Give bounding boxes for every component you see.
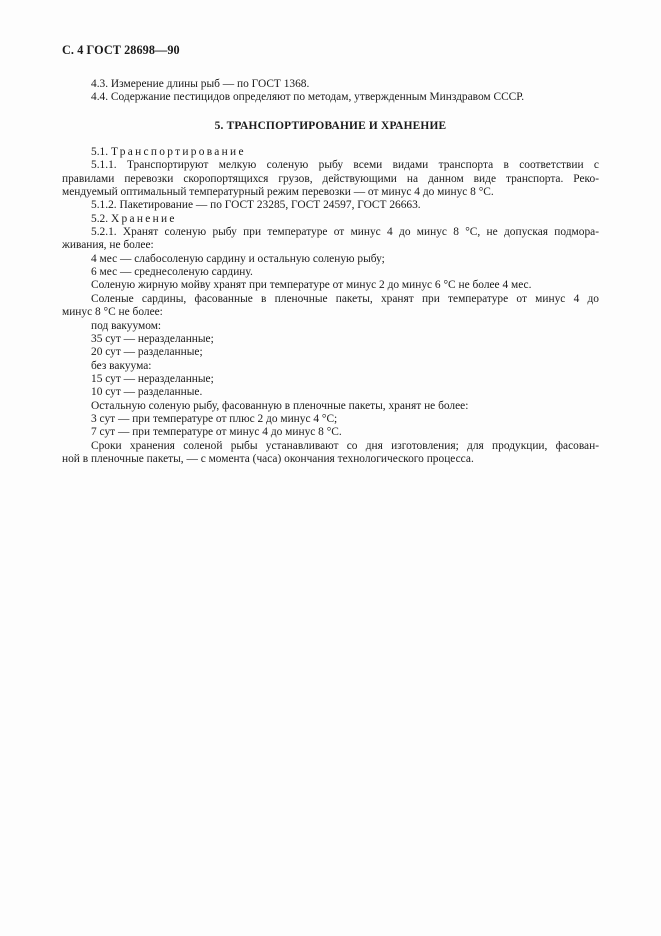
- paragraph-sardines-line-2: минус 8 °С не более:: [62, 306, 163, 319]
- paragraph-5-1-1-line-1: 5.1.1. Транспортируют мелкую соленую рыбу всеми видами транспорта в соответствии с: [91, 159, 599, 172]
- list-heading-vacuum: под вакуумом:: [91, 319, 162, 332]
- list-item: 10 сут — разделанные.: [91, 386, 203, 399]
- list-item: 20 сут — разделанные;: [91, 346, 203, 359]
- paragraph-5-1-2: 5.1.2. Пакетирование — по ГОСТ 23285, ГОСТ 24597, ГОСТ 26663.: [91, 199, 421, 212]
- paragraph-5-1-1-line-2: правилами перевозки скоропортящихся грузов, действующими на данном виде транспорта. Реко-: [62, 172, 599, 185]
- list-item: 4 мес — слабосоленую сардину и остальную соленую рыбу;: [91, 252, 385, 265]
- subsection-title: Хранение: [110, 212, 177, 225]
- list-item: 6 мес — среднесоленую сардину.: [91, 266, 253, 279]
- list-heading-no-vacuum: без вакуума:: [91, 359, 152, 372]
- paragraph-5-2-1-line-2: живания, не более:: [62, 239, 154, 252]
- paragraph-4-3: 4.3. Измерение длины рыб — по ГОСТ 1368.: [91, 78, 310, 90]
- subsection-number: 5.1.: [91, 146, 109, 159]
- paragraph-terms-line-1: Сроки хранения соленой рыбы устанавливают со дня изготовления; для продукции, фасован-: [91, 439, 599, 452]
- paragraph-5-1-1-line-3: мендуемый оптимальный температурный режим перевозки — от минус 4 до минус 8 °С.: [62, 186, 494, 199]
- subsection-number: 5.2.: [91, 212, 109, 225]
- list-item: 35 сут — неразделанные;: [91, 332, 214, 345]
- running-header: С. 4 ГОСТ 28698—90: [62, 43, 180, 57]
- paragraph-terms-line-2: ной в пленочные пакеты, — с момента (часа) окончания технологического процесса.: [62, 452, 474, 465]
- subsection-5-1-heading: [62, 146, 599, 159]
- list-item: 3 сут — при температуре от плюс 2 до минус 4 °С;: [91, 412, 338, 425]
- list-item: 15 сут — неразделанные;: [91, 372, 214, 385]
- subsection-title: Транспортирование: [110, 146, 246, 159]
- paragraph-5-2-1-line-1: 5.2.1. Хранят соленую рыбу при температуре от минус 4 до минус 8 °С, не допуская подмора-: [91, 226, 599, 239]
- section-5-title: 5. ТРАНСПОРТИРОВАНИЕ И ХРАНЕНИЕ: [214, 119, 447, 132]
- document-body: [62, 78, 599, 466]
- list-item: 7 сут — при температуре от минус 4 до минус 8 °С.: [91, 426, 342, 439]
- paragraph-4-4: 4.4. Содержание пестицидов определяют по методам, утвержденным Минздравом СССР.: [91, 91, 525, 104]
- paragraph-other-fish: Остальную соленую рыбу, фасованную в пленочные пакеты, хранят не более:: [91, 399, 469, 412]
- subsection-5-2-heading: [62, 213, 599, 226]
- paragraph-moiva: Соленую жирную мойву хранят при температуре от минус 2 до минус 6 °С не более 4 мес.: [91, 279, 532, 292]
- paragraph-sardines-line-1: Соленые сардины, фасованные в пленочные пакеты, хранят при температуре от минус 4 до: [91, 292, 599, 305]
